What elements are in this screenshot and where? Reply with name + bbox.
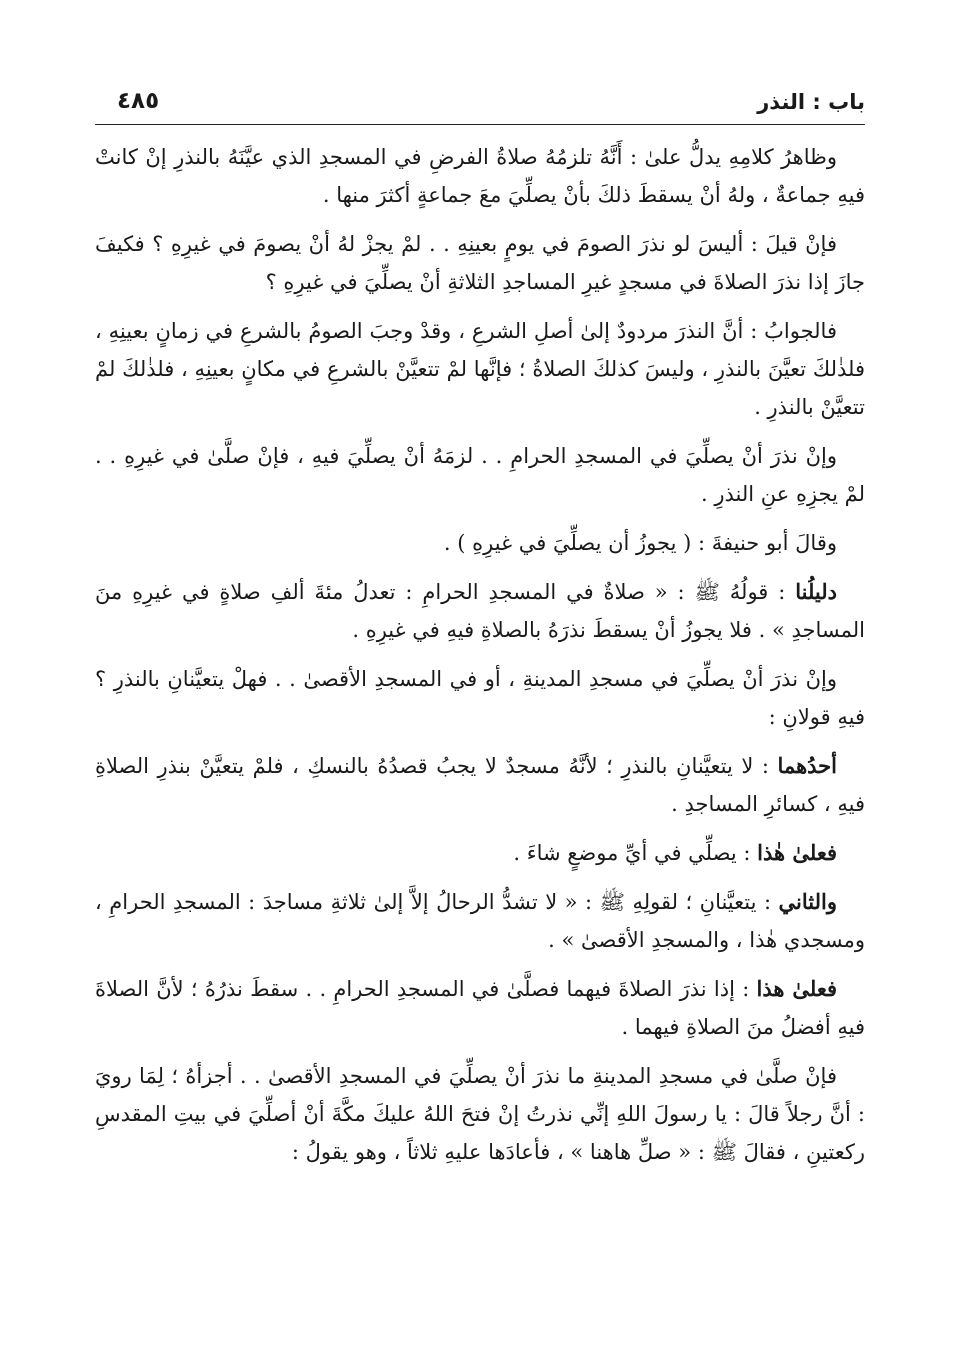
paragraph bbox=[95, 312, 865, 426]
paragraph bbox=[95, 747, 865, 823]
paragraph-text: وقالَ أبو حنيفةَ : ( يجوزُ أن يصلِّيَ في غيرِهِ ) . bbox=[443, 531, 837, 555]
paragraph bbox=[95, 573, 865, 649]
page-body bbox=[95, 138, 865, 1182]
page-number: ٤٨٥ bbox=[117, 88, 160, 114]
paragraph bbox=[95, 524, 865, 562]
page-header bbox=[95, 84, 865, 125]
paragraph-text: فإنْ قيلَ : أليسَ لو نذرَ الصومَ في يومٍ بعينِهِ . . لمْ يجزْ لهُ أنْ يصومَ في غيرِهِ ؟ فكيفَ جازَ إذا نذرَ الصلاةَ في مسجدٍ غيرِ المساجدِ الثلاثةِ أنْ يصلِّيَ في غيرِهِ ؟ bbox=[95, 232, 865, 294]
paragraph-text: وظاهرُ كلامِهِ يدلُّ علىٰ : أَنَّهُ تلزمُهُ صلاةُ الفرضِ في المسجدِ الذي عيَّنَهُ بالنذرِ إنْ كانتْ فيهِ جماعةٌ ، ولهُ أنْ يسقطَ ذلكَ بأنْ يصلِّيَ معَ جماعةٍ أكثرَ منها . bbox=[95, 145, 865, 207]
paragraph-text: وإنْ نذرَ أنْ يصلِّيَ في مسجدِ المدينةِ ، أو في المسجدِ الأقصىٰ . . فهلْ يتعيَّنانِ بالنذرِ ؟ فيهِ قولانِ : bbox=[95, 667, 865, 729]
paragraph-text: : يصلِّي في أيِّ موضعٍ شاءَ . bbox=[513, 841, 758, 865]
paragraph bbox=[95, 138, 865, 214]
paragraph bbox=[95, 660, 865, 736]
paragraph-lead: أحدُهما bbox=[777, 753, 837, 778]
paragraph-lead: والثاني bbox=[778, 889, 837, 914]
paragraph-text: : قولُهُ ﷺ : « صلاةٌ في المسجدِ الحرامِ : تعدلُ مئةَ ألفِ صلاةٍ في غيرِهِ منَ المساجدِ » . فلا يجوزُ أنْ يسقطَ نذرَهُ بالصلاةِ فيهِ في غيرِهِ . bbox=[95, 580, 865, 642]
running-title: باب : النذر bbox=[757, 90, 865, 114]
paragraph bbox=[95, 883, 865, 959]
paragraph bbox=[95, 970, 865, 1046]
paragraph bbox=[95, 225, 865, 301]
paragraph-text: وإنْ نذرَ أنْ يصلِّيَ في المسجدِ الحرامِ . . لزمَهُ أنْ يصلِّيَ فيهِ ، فإنْ صلَّىٰ في غيرِهِ . . لمْ يجزِهِ عنِ النذرِ . bbox=[95, 444, 865, 506]
paragraph bbox=[95, 437, 865, 513]
paragraph-text: فإنْ صلَّىٰ في مسجدِ المدينةِ ما نذرَ أنْ يصلِّيَ في المسجدِ الأقصىٰ . . أجزأهُ ؛ لِمَا رويَ : أنَّ رجلاً قالَ : يا رسولَ اللهِ إنِّي نذرتُ إنْ فتحَ اللهُ عليكَ مكَّةَ أنْ أصلِّيَ في بيتِ المقدسِ ركعتينِ ، فقالَ ﷺ : « صلِّ هاهنا » ، فأعادَها عليهِ ثلاثاً ، وهو يقولُ : bbox=[95, 1064, 865, 1164]
paragraph-text: : لا يتعيَّنانِ بالنذرِ ؛ لأنَّهُ مسجدٌ لا يجبُ قصدُهُ بالنسكِ ، فلمْ يتعيَّنْ بنذرِ الصلاةِ فيهِ ، كسائرِ المساجدِ . bbox=[95, 754, 865, 816]
paragraph bbox=[95, 834, 865, 872]
paragraph-text: فالجوابُ : أنَّ النذرَ مردودٌ إلىٰ أصلِ الشرعِ ، وقدْ وجبَ الصومُ بالشرعِ في زمانٍ بعينِهِ ، فلذٰلكَ تعيَّنَ بالنذرِ ، وليسَ كذلكَ الصلاةُ ؛ فإنَّها لمْ تتعيَّنْ بالشرعِ في مكانٍ بعينِهِ ، فلذٰلكَ لمْ تتعيَّنْ بالنذرِ . bbox=[95, 319, 866, 419]
paragraph bbox=[95, 1057, 865, 1171]
paragraph-lead: فعلىٰ هذا bbox=[756, 976, 837, 1001]
paragraph-text: : إذا نذرَ الصلاةَ فيهما فصلَّىٰ في المسجدِ الحرامِ . . سقطَ نذرُهُ ؛ لأنَّ الصلاةَ فيهِ أفضلُ منَ الصلاةِ فيهما . bbox=[95, 977, 865, 1039]
paragraph-text: : يتعيَّنانِ ؛ لقولِهِ ﷺ : « لا تشدُّ الرحالُ إلاَّ إلىٰ ثلاثةِ مساجدَ : المسجدِ الحرامِ ، ومسجدي هٰذا ، والمسجدِ الأقصىٰ » . bbox=[95, 890, 865, 952]
paragraph-lead: فعلىٰ هٰذا bbox=[757, 840, 837, 865]
paragraph-lead: دليلُنا bbox=[795, 579, 837, 604]
